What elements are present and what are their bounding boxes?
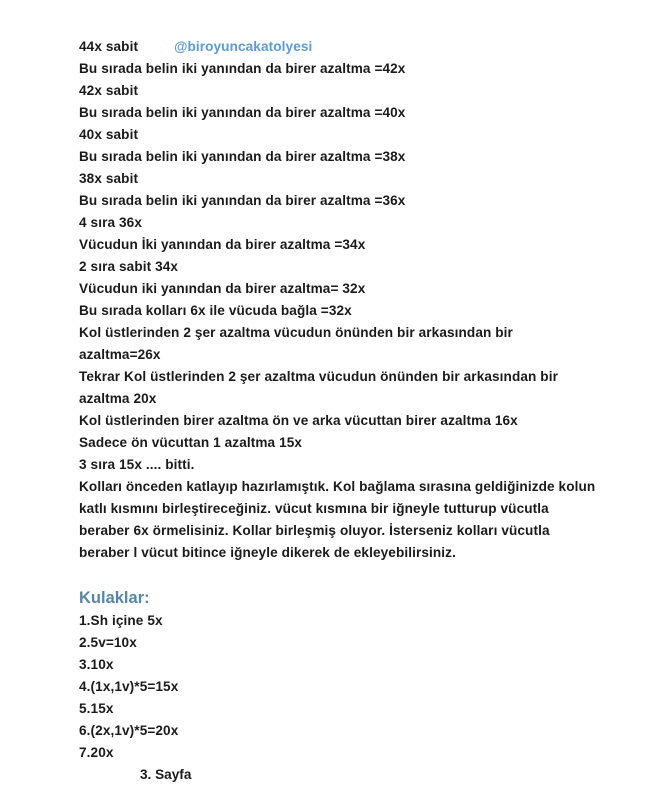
instruction-list xyxy=(79,58,629,564)
ears-step: 7.20x xyxy=(79,745,114,760)
instruction-line: beraber l vücut bitince iğneyle dikerek de ekleyebilirsiniz. xyxy=(79,545,456,560)
instruction-line: beraber 6x örmelisiniz. Kollar birleşmiş oluyor. İsterseniz kolları vücutla xyxy=(79,523,550,538)
instruction-line: azaltma=26x xyxy=(79,347,161,362)
page-number: 3. Sayfa xyxy=(140,767,192,782)
instruction-line: Kolları önceden katlayıp hazırlamıştık. Kol bağlama sırasına geldiğinizde kolun xyxy=(79,479,596,494)
instruction-line: Sadece ön vücuttan 1 azaltma 15x xyxy=(79,435,303,450)
instruction-line: Tekrar Kol üstlerinden 2 şer azaltma vücudun önünden bir arkasından bir xyxy=(79,369,558,384)
first-line-text: 44x sabit xyxy=(79,39,139,54)
instruction-line: katlı kısmını birleştireceğiniz. vücut kısmına bir iğneyle tutturup vücutla xyxy=(79,501,549,516)
instagram-handle: @biroyuncakatolyesi xyxy=(174,39,313,54)
instruction-line: Bu sırada belin iki yanından da birer azaltma =38x xyxy=(79,149,406,164)
first-line xyxy=(79,36,629,58)
instruction-line: 4 sıra 36x xyxy=(79,215,142,230)
instruction-line: Bu sırada belin iki yanından da birer azaltma =42x xyxy=(79,61,406,76)
ears-step: 5.15x xyxy=(79,701,114,716)
document-content xyxy=(79,36,629,764)
ears-step: 6.(2x,1v)*5=20x xyxy=(79,723,179,738)
instruction-line: azaltma 20x xyxy=(79,391,157,406)
instruction-line: Kol üstlerinden birer azaltma ön ve arka vücuttan birer azaltma 16x xyxy=(79,413,518,428)
ears-step: 1.Sh içine 5x xyxy=(79,613,163,628)
ears-heading: Kulaklar: xyxy=(79,589,150,607)
instruction-line: 3 sıra 15x .... bitti. xyxy=(79,457,195,472)
instruction-line: Vücudun İki yanından da birer azaltma =34x xyxy=(79,237,366,252)
instruction-line: Bu sırada kolları 6x ile vücuda bağla =32x xyxy=(79,303,352,318)
instruction-line: Bu sırada belin iki yanından da birer azaltma =40x xyxy=(79,105,406,120)
ears-step: 2.5v=10x xyxy=(79,635,137,650)
ears-step: 3.10x xyxy=(79,657,114,672)
instruction-line: Bu sırada belin iki yanından da birer azaltma =36x xyxy=(79,193,406,208)
instruction-line: Vücudun iki yanından da birer azaltma= 32x xyxy=(79,281,366,296)
ears-step: 4.(1x,1v)*5=15x xyxy=(79,679,179,694)
instruction-line: 42x sabit xyxy=(79,83,139,98)
instruction-line: Kol üstlerinden 2 şer azaltma vücudun önünden bir arkasından bir xyxy=(79,325,513,340)
ears-step-list xyxy=(79,610,629,764)
instruction-line: 40x sabit xyxy=(79,127,139,142)
instruction-line: 38x sabit xyxy=(79,171,139,186)
instruction-line: 2 sıra sabit 34x xyxy=(79,259,179,274)
